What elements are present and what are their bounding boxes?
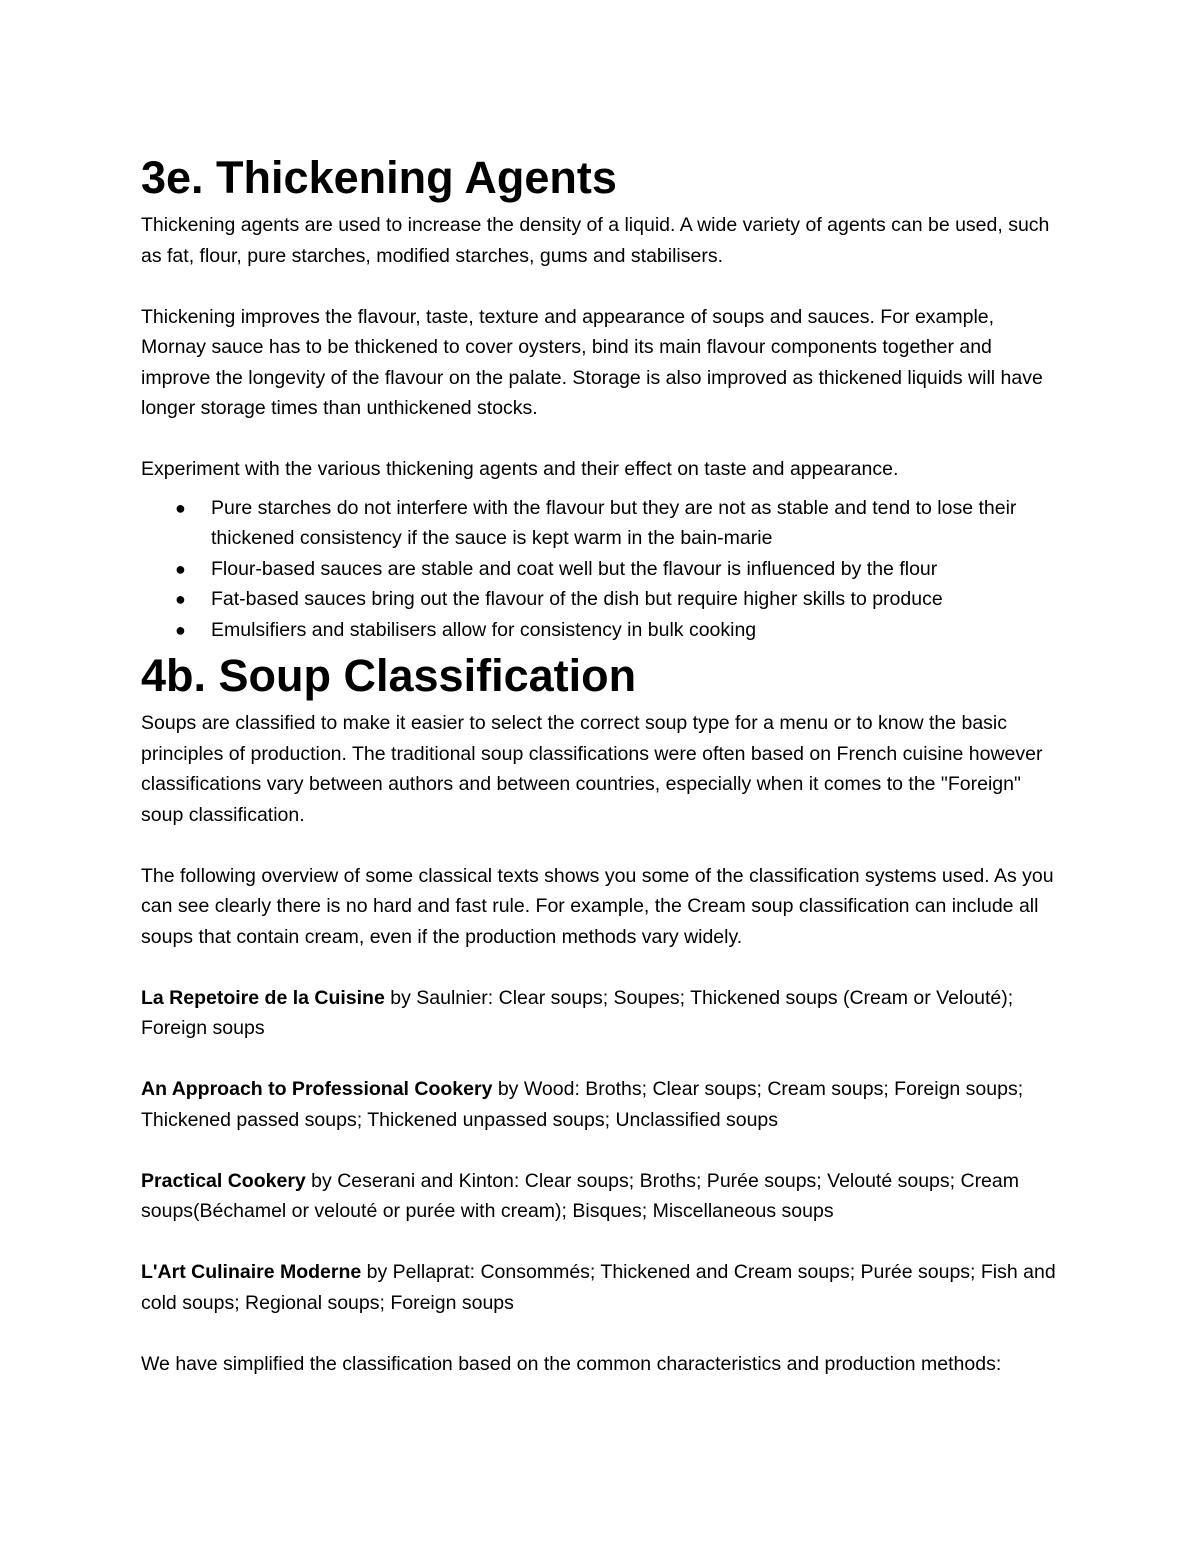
bullet-icon: ●	[175, 558, 186, 579]
bullet-icon: ●	[175, 497, 186, 518]
list-item-text: Flour-based sauces are stable and coat well but the flavour is influenced by the flour	[211, 557, 938, 580]
list-item-text: Pure starches do not interfere with the flavour but they are not as stable and tend to lose their thickened consistency if the sauce is kept warm in the bain-marie	[211, 496, 1017, 549]
spacer	[141, 952, 1061, 983]
book-entry	[141, 983, 1061, 1044]
bullet-icon: ●	[175, 589, 186, 609]
paragraph-experiment: Experiment with the various thickening agents and their effect on taste and appearance.	[141, 458, 899, 480]
heading-soup-classification: 4b. Soup Classification	[141, 650, 637, 701]
list-item-text: Fat-based sauces bring out the flavour of the dish but require higher skills to produce	[211, 588, 943, 610]
list-item	[175, 584, 1061, 615]
list-item-text: Emulsifiers and stabilisers allow for consistency in bulk cooking	[211, 618, 757, 641]
book-entry	[141, 1257, 1061, 1318]
paragraph-thickening-intro: Thickening agents are used to increase the density of a liquid. A wide variety of agents can be used, such as fat, flour, pure starches, modified starches, gums and stabilisers.	[141, 214, 1050, 267]
book-title: La Repetoire de la Cuisine	[141, 986, 385, 1009]
spacer	[141, 1044, 1061, 1075]
spacer	[141, 1318, 1061, 1349]
book-entry	[141, 1074, 1061, 1135]
book-entry	[141, 1166, 1061, 1227]
spacer	[141, 1135, 1061, 1166]
book-classification: by Saulnier: Clear soups; Soupes; Thickened soups (Cream or Velouté); Foreign soups	[141, 986, 1014, 1039]
book-classification: by Ceserani and Kinton: Clear soups; Broths; Purée soups; Velouté soups; Cream soups(Béchamel or velouté or purée with cream); Bisques; Miscellaneous soups	[141, 1169, 1019, 1222]
list-item	[175, 554, 1061, 585]
spacer	[141, 1227, 1061, 1258]
book-classification: by Pellaprat: Consommés; Thickened and Cream soups; Purée soups; Fish and cold soups; Regional soups; Foreign soups	[141, 1261, 1056, 1314]
book-title: An Approach to Professional Cookery	[141, 1078, 493, 1100]
heading-thickening-agents: 3e. Thickening Agents	[141, 152, 617, 203]
document-page	[141, 150, 1061, 1379]
bullet-icon: ●	[175, 619, 186, 640]
book-title: L'Art Culinaire Moderne	[141, 1261, 362, 1283]
book-classification: by Wood: Broths; Clear soups; Cream soups; Foreign soups; Thickened passed soups; Thickened unpassed soups; Unclassified soups	[141, 1078, 1024, 1131]
spacer	[141, 830, 1061, 861]
spacer	[141, 424, 1061, 455]
paragraph-thickening-improves: Thickening improves the flavour, taste, texture and appearance of soups and sauces. For example, Mornay sauce has to be thickened to cover oysters, bind its main flavour components together and improve the longevity of the flavour on the palate. Storage is also improved as thickened liquids will have longer storage times than unthickened stocks.	[141, 305, 1043, 419]
paragraph-closing: We have simplified the classification based on the common characteristics and production methods:	[141, 1352, 1002, 1375]
list-item	[175, 615, 1061, 646]
book-title: Practical Cookery	[141, 1169, 306, 1192]
paragraph-soup-intro: Soups are classified to make it easier to select the correct soup type for a menu or to know the basic principles of production. The traditional soup classifications were often based on French cuisine however classifications vary between authors and between countries, especially when it comes to the "Foreign" soup classification.	[141, 712, 1043, 826]
paragraph-overview: The following overview of some classical texts shows you some of the classification systems used. As you can see clearly there is no hard and fast rule. For example, the Cream soup classification can include all soups that contain cream, even if the production methods vary widely.	[141, 864, 1054, 948]
list-item	[175, 493, 1061, 554]
spacer	[141, 271, 1061, 302]
thickening-bullet-list	[141, 493, 1061, 646]
